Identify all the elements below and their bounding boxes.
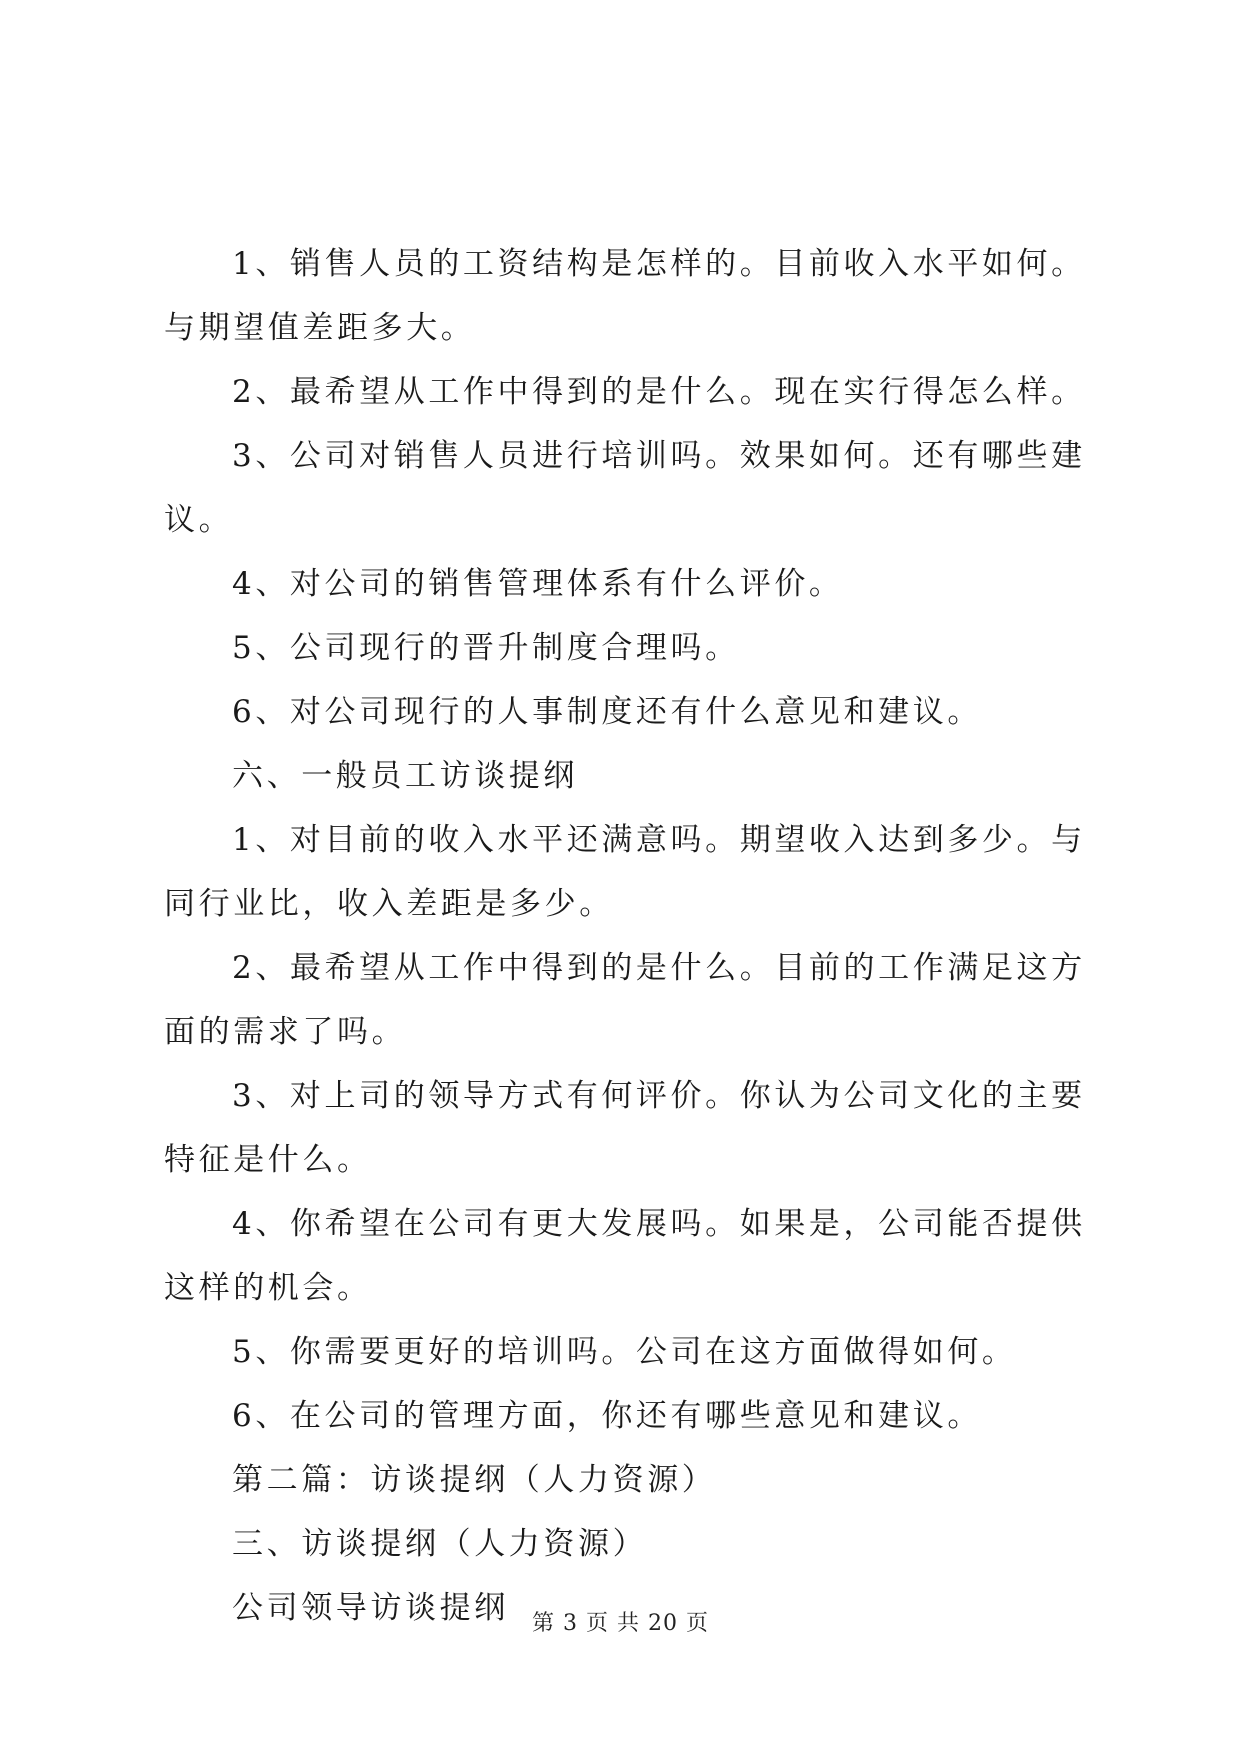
paragraph-staff-development: 4、你希望在公司有更大发展吗。如果是，公司能否提供这样的机会。 xyxy=(164,1206,1086,1306)
paragraph-sales-management: 4、对公司的销售管理体系有什么评价。 xyxy=(232,566,844,602)
section-heading-leader-interview: 公司领导访谈提纲 xyxy=(232,1590,509,1626)
chapter-heading-part-two: 第二篇：访谈提纲（人力资源） xyxy=(232,1462,717,1498)
page-number-footer: 第 3 页 共 20 页 xyxy=(532,1611,709,1636)
section-heading-general-staff: 六、一般员工访谈提纲 xyxy=(232,758,578,794)
document-body xyxy=(164,232,1094,1640)
paragraph-sales-hr-suggestions: 6、对公司现行的人事制度还有什么意见和建议。 xyxy=(232,694,982,730)
paragraph-staff-leadership: 3、对上司的领导方式有何评价。你认为公司文化的主要特征是什么。 xyxy=(164,1078,1086,1178)
paragraph-staff-suggestions: 6、在公司的管理方面，你还有哪些意见和建议。 xyxy=(232,1398,982,1434)
paragraph-sales-expectation: 2、最希望从工作中得到的是什么。现在实行得怎么样。 xyxy=(232,374,1086,410)
paragraph-staff-expectation: 2、最希望从工作中得到的是什么。目前的工作满足这方面的需求了吗。 xyxy=(164,950,1086,1050)
paragraph-staff-income: 1、对目前的收入水平还满意吗。期望收入达到多少。与同行业比，收入差距是多少。 xyxy=(164,822,1086,922)
paragraph-staff-training: 5、你需要更好的培训吗。公司在这方面做得如何。 xyxy=(232,1334,1017,1370)
section-heading-interview-outline: 三、访谈提纲（人力资源） xyxy=(232,1526,648,1562)
paragraph-sales-promotion: 5、公司现行的晋升制度合理吗。 xyxy=(232,630,740,666)
paragraph-sales-training: 3、公司对销售人员进行培训吗。效果如何。还有哪些建议。 xyxy=(164,438,1086,538)
paragraph-sales-salary: 1、销售人员的工资结构是怎样的。目前收入水平如何。与期望值差距多大。 xyxy=(164,246,1086,346)
